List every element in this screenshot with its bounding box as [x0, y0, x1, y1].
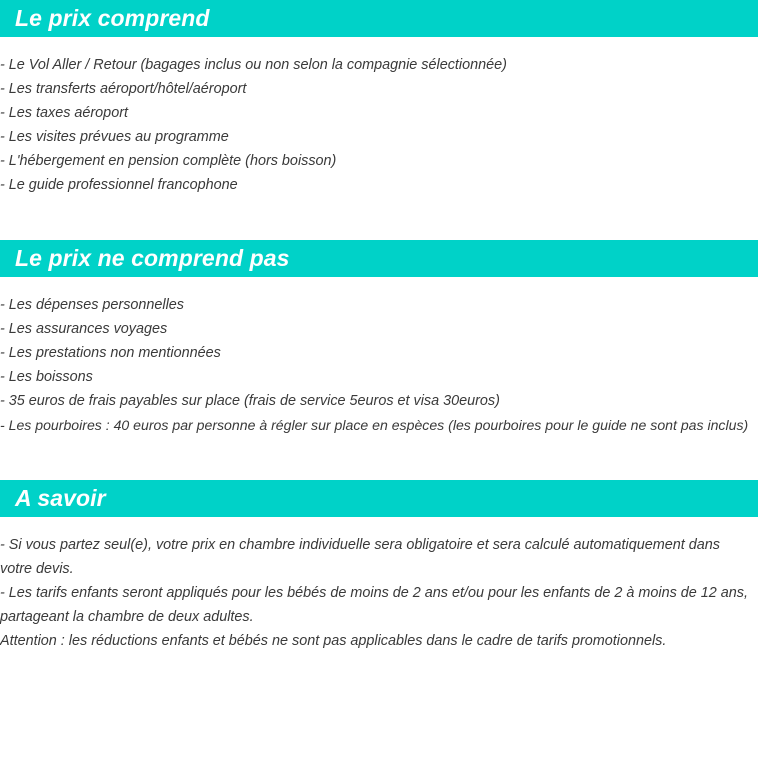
- section-header-price-excludes: [0, 240, 758, 277]
- list-item: - Le Vol Aller / Retour (bagages inclus ou non selon la compagnie sélectionnée): [0, 57, 507, 73]
- list-item: - Les taxes aéroport: [0, 105, 128, 121]
- section-header-price-includes: [0, 0, 758, 37]
- info-paragraph: - Si vous partez seul(e), votre prix en chambre individuelle sera obligatoire et sera calculé automatiquement dans votre devis.: [0, 537, 720, 577]
- list-item: - Les pourboires : 40 euros par personne à régler sur place en espèces (les pourboires pour le guide ne sont pas inclus): [0, 417, 749, 433]
- list-item: - Les boissons: [0, 369, 93, 385]
- list-item: - L'hébergement en pension complète (hors boisson): [0, 153, 337, 169]
- list-item: - Le guide professionnel francophone: [0, 177, 238, 193]
- section-body-price-includes: [0, 37, 758, 197]
- list-item: - Les prestations non mentionnées: [0, 345, 221, 361]
- section-price-excludes: [0, 240, 758, 437]
- section-title-price-excludes: Le prix ne comprend pas: [15, 245, 290, 271]
- section-price-includes: [0, 0, 758, 197]
- list-item: - Les dépenses personnelles: [0, 297, 185, 313]
- info-paragraph: Attention : les réductions enfants et bébés ne sont pas applicables dans le cadre de tarifs promotionnels.: [0, 633, 667, 649]
- section-header-good-to-know: [0, 480, 758, 517]
- section-title-good-to-know: A savoir: [15, 485, 106, 511]
- list-item: - 35 euros de frais payables sur place (frais de service 5euros et visa 30euros): [0, 393, 500, 409]
- list-item: - Les transferts aéroport/hôtel/aéroport: [0, 81, 247, 97]
- section-body-price-excludes: [0, 277, 758, 437]
- info-paragraph: - Les tarifs enfants seront appliqués pour les bébés de moins de 2 ans et/ou pour les enfants de 2 à moins de 12 ans, partageant la chambre de deux adultes.: [0, 585, 748, 625]
- section-body-good-to-know: [0, 517, 758, 653]
- list-item: - Les visites prévues au programme: [0, 129, 229, 145]
- section-good-to-know: [0, 480, 758, 653]
- section-title-price-includes: Le prix comprend: [15, 5, 210, 31]
- list-item: - Les assurances voyages: [0, 321, 168, 337]
